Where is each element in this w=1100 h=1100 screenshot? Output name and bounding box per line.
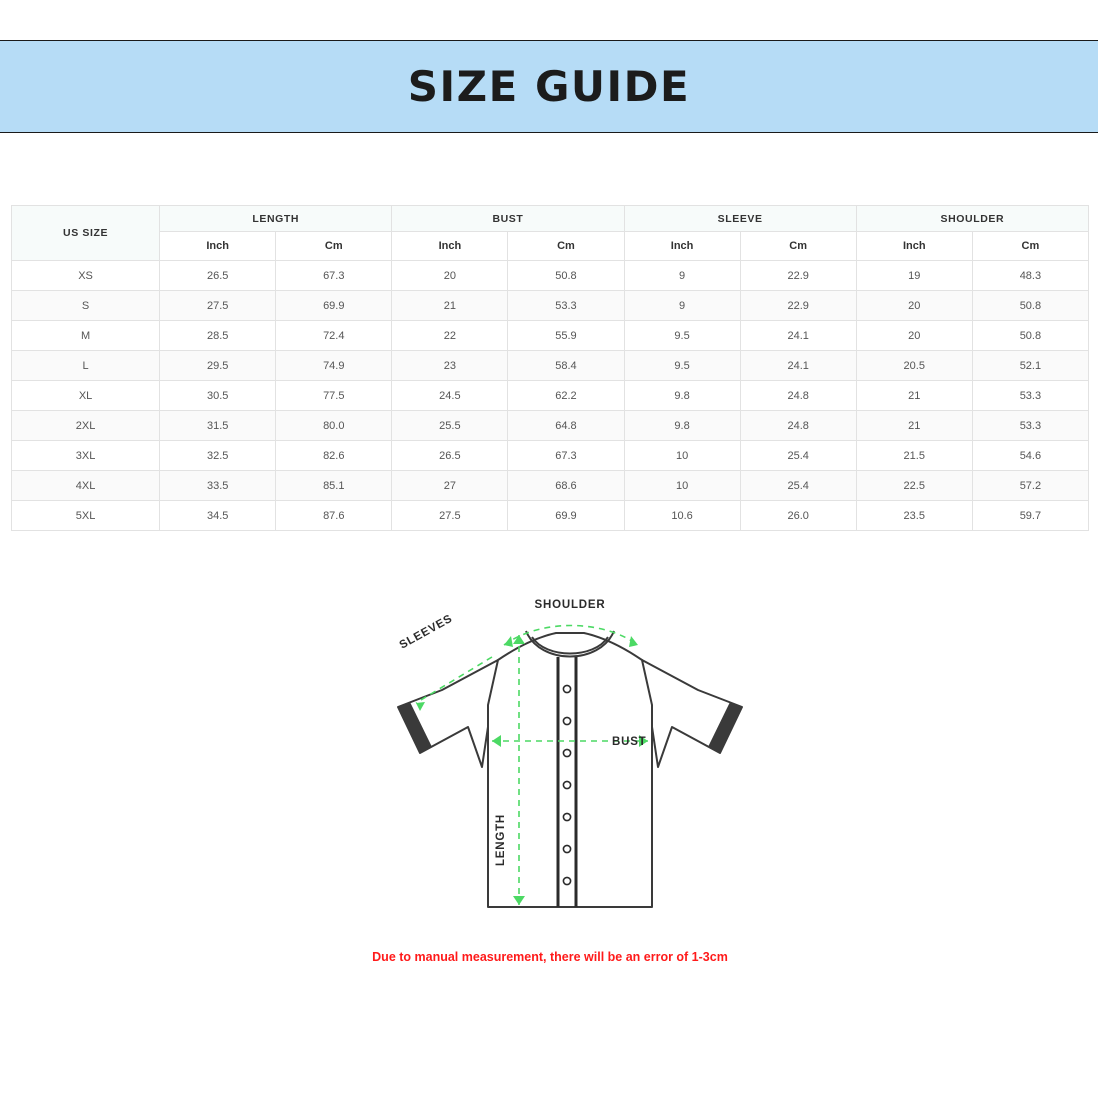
cell-measure-1: 80.0 — [276, 411, 392, 441]
shirt-outline-icon — [398, 633, 742, 907]
cell-measure-5: 24.8 — [740, 411, 856, 441]
column-header-us-size: US SIZE — [12, 206, 160, 261]
unit-header-sleeve-inch: Inch — [624, 232, 740, 261]
cell-measure-5: 22.9 — [740, 261, 856, 291]
unit-header-shoulder-inch: Inch — [856, 232, 972, 261]
cell-us-size: 4XL — [12, 471, 160, 501]
cell-measure-3: 64.8 — [508, 411, 624, 441]
cell-measure-4: 9 — [624, 291, 740, 321]
table-unit-header-row — [12, 232, 1089, 261]
cell-measure-7: 52.1 — [972, 351, 1088, 381]
cell-measure-7: 59.7 — [972, 501, 1088, 531]
cell-measure-6: 20.5 — [856, 351, 972, 381]
cell-measure-1: 69.9 — [276, 291, 392, 321]
table-row — [12, 471, 1089, 501]
cell-measure-1: 72.4 — [276, 321, 392, 351]
cell-measure-5: 25.4 — [740, 471, 856, 501]
table-row — [12, 291, 1089, 321]
cell-measure-2: 27 — [392, 471, 508, 501]
column-header-length: LENGTH — [160, 206, 392, 232]
cell-measure-2: 20 — [392, 261, 508, 291]
shoulder-arrow-left-icon — [504, 636, 513, 647]
cell-measure-4: 9 — [624, 261, 740, 291]
table-row — [12, 501, 1089, 531]
cell-measure-6: 19 — [856, 261, 972, 291]
length-arrow-top-icon — [513, 635, 525, 644]
cell-measure-1: 85.1 — [276, 471, 392, 501]
cell-measure-6: 21 — [856, 381, 972, 411]
cell-us-size: 5XL — [12, 501, 160, 531]
cell-measure-0: 28.5 — [160, 321, 276, 351]
cell-measure-5: 22.9 — [740, 291, 856, 321]
cell-measure-4: 10.6 — [624, 501, 740, 531]
cell-measure-1: 67.3 — [276, 261, 392, 291]
cell-measure-6: 21.5 — [856, 441, 972, 471]
measurement-note: Due to manual measurement, there will be an error of 1-3cm — [372, 950, 728, 964]
cell-measure-0: 30.5 — [160, 381, 276, 411]
cell-measure-7: 53.3 — [972, 411, 1088, 441]
column-header-sleeve: SLEEVE — [624, 206, 856, 232]
cell-measure-0: 34.5 — [160, 501, 276, 531]
cell-measure-6: 20 — [856, 321, 972, 351]
cell-measure-1: 87.6 — [276, 501, 392, 531]
cell-us-size: XL — [12, 381, 160, 411]
label-length: LENGTH — [495, 813, 507, 867]
cell-measure-1: 74.9 — [276, 351, 392, 381]
cell-us-size: 3XL — [12, 441, 160, 471]
cell-measure-5: 24.1 — [740, 321, 856, 351]
table-row — [12, 381, 1089, 411]
shoulder-arrow-right-icon — [629, 636, 638, 647]
cell-measure-6: 23.5 — [856, 501, 972, 531]
cell-measure-7: 53.3 — [972, 381, 1088, 411]
shirt-measurement-diagram — [380, 585, 760, 930]
cell-measure-0: 26.5 — [160, 261, 276, 291]
cell-measure-2: 22 — [392, 321, 508, 351]
cell-measure-7: 50.8 — [972, 291, 1088, 321]
column-header-shoulder: SHOULDER — [856, 206, 1088, 232]
cell-measure-6: 21 — [856, 411, 972, 441]
table-head — [12, 206, 1089, 261]
cell-measure-3: 62.2 — [508, 381, 624, 411]
unit-header-shoulder-cm: Cm — [972, 232, 1088, 261]
cell-measure-0: 32.5 — [160, 441, 276, 471]
table-row — [12, 411, 1089, 441]
cell-measure-3: 69.9 — [508, 501, 624, 531]
cell-measure-2: 23 — [392, 351, 508, 381]
cell-measure-0: 33.5 — [160, 471, 276, 501]
cell-measure-2: 25.5 — [392, 411, 508, 441]
cell-measure-5: 24.8 — [740, 381, 856, 411]
cell-measure-4: 9.5 — [624, 321, 740, 351]
cell-us-size: 2XL — [12, 411, 160, 441]
cell-measure-5: 24.1 — [740, 351, 856, 381]
table-row — [12, 351, 1089, 381]
cell-measure-4: 9.5 — [624, 351, 740, 381]
cell-measure-4: 9.8 — [624, 381, 740, 411]
page-title: SIZE GUIDE — [407, 62, 691, 111]
cell-measure-5: 25.4 — [740, 441, 856, 471]
cell-measure-2: 27.5 — [392, 501, 508, 531]
cell-measure-3: 55.9 — [508, 321, 624, 351]
cell-measure-0: 31.5 — [160, 411, 276, 441]
cell-measure-0: 27.5 — [160, 291, 276, 321]
cell-measure-7: 50.8 — [972, 321, 1088, 351]
table-row — [12, 441, 1089, 471]
cell-measure-4: 10 — [624, 441, 740, 471]
cell-measure-7: 54.6 — [972, 441, 1088, 471]
cell-measure-6: 22.5 — [856, 471, 972, 501]
cell-measure-3: 68.6 — [508, 471, 624, 501]
label-shoulder: SHOULDER — [534, 599, 606, 611]
cell-measure-3: 50.8 — [508, 261, 624, 291]
column-header-bust: BUST — [392, 206, 624, 232]
cell-measure-5: 26.0 — [740, 501, 856, 531]
cell-measure-3: 58.4 — [508, 351, 624, 381]
label-sleeves: SLEEVES — [397, 612, 455, 652]
cell-us-size: S — [12, 291, 160, 321]
cell-measure-3: 53.3 — [508, 291, 624, 321]
size-table — [11, 205, 1089, 531]
label-bust: BUST — [612, 736, 647, 748]
unit-header-sleeve-cm: Cm — [740, 232, 856, 261]
unit-header-length-cm: Cm — [276, 232, 392, 261]
table-row — [12, 321, 1089, 351]
cell-measure-6: 20 — [856, 291, 972, 321]
shirt-diagram-svg — [380, 585, 760, 930]
cell-measure-2: 21 — [392, 291, 508, 321]
cell-measure-3: 67.3 — [508, 441, 624, 471]
cell-us-size: L — [12, 351, 160, 381]
cell-measure-2: 24.5 — [392, 381, 508, 411]
cell-us-size: XS — [12, 261, 160, 291]
unit-header-bust-cm: Cm — [508, 232, 624, 261]
page-banner — [0, 40, 1098, 133]
cell-measure-7: 57.2 — [972, 471, 1088, 501]
size-table-container — [11, 205, 1089, 531]
unit-header-bust-inch: Inch — [392, 232, 508, 261]
table-row — [12, 261, 1089, 291]
cell-measure-4: 9.8 — [624, 411, 740, 441]
table-body — [12, 261, 1089, 531]
cell-measure-1: 82.6 — [276, 441, 392, 471]
cell-measure-1: 77.5 — [276, 381, 392, 411]
cell-measure-2: 26.5 — [392, 441, 508, 471]
cell-measure-4: 10 — [624, 471, 740, 501]
cell-us-size: M — [12, 321, 160, 351]
table-group-header-row — [12, 206, 1089, 232]
cell-measure-0: 29.5 — [160, 351, 276, 381]
cell-measure-7: 48.3 — [972, 261, 1088, 291]
unit-header-length-inch: Inch — [160, 232, 276, 261]
